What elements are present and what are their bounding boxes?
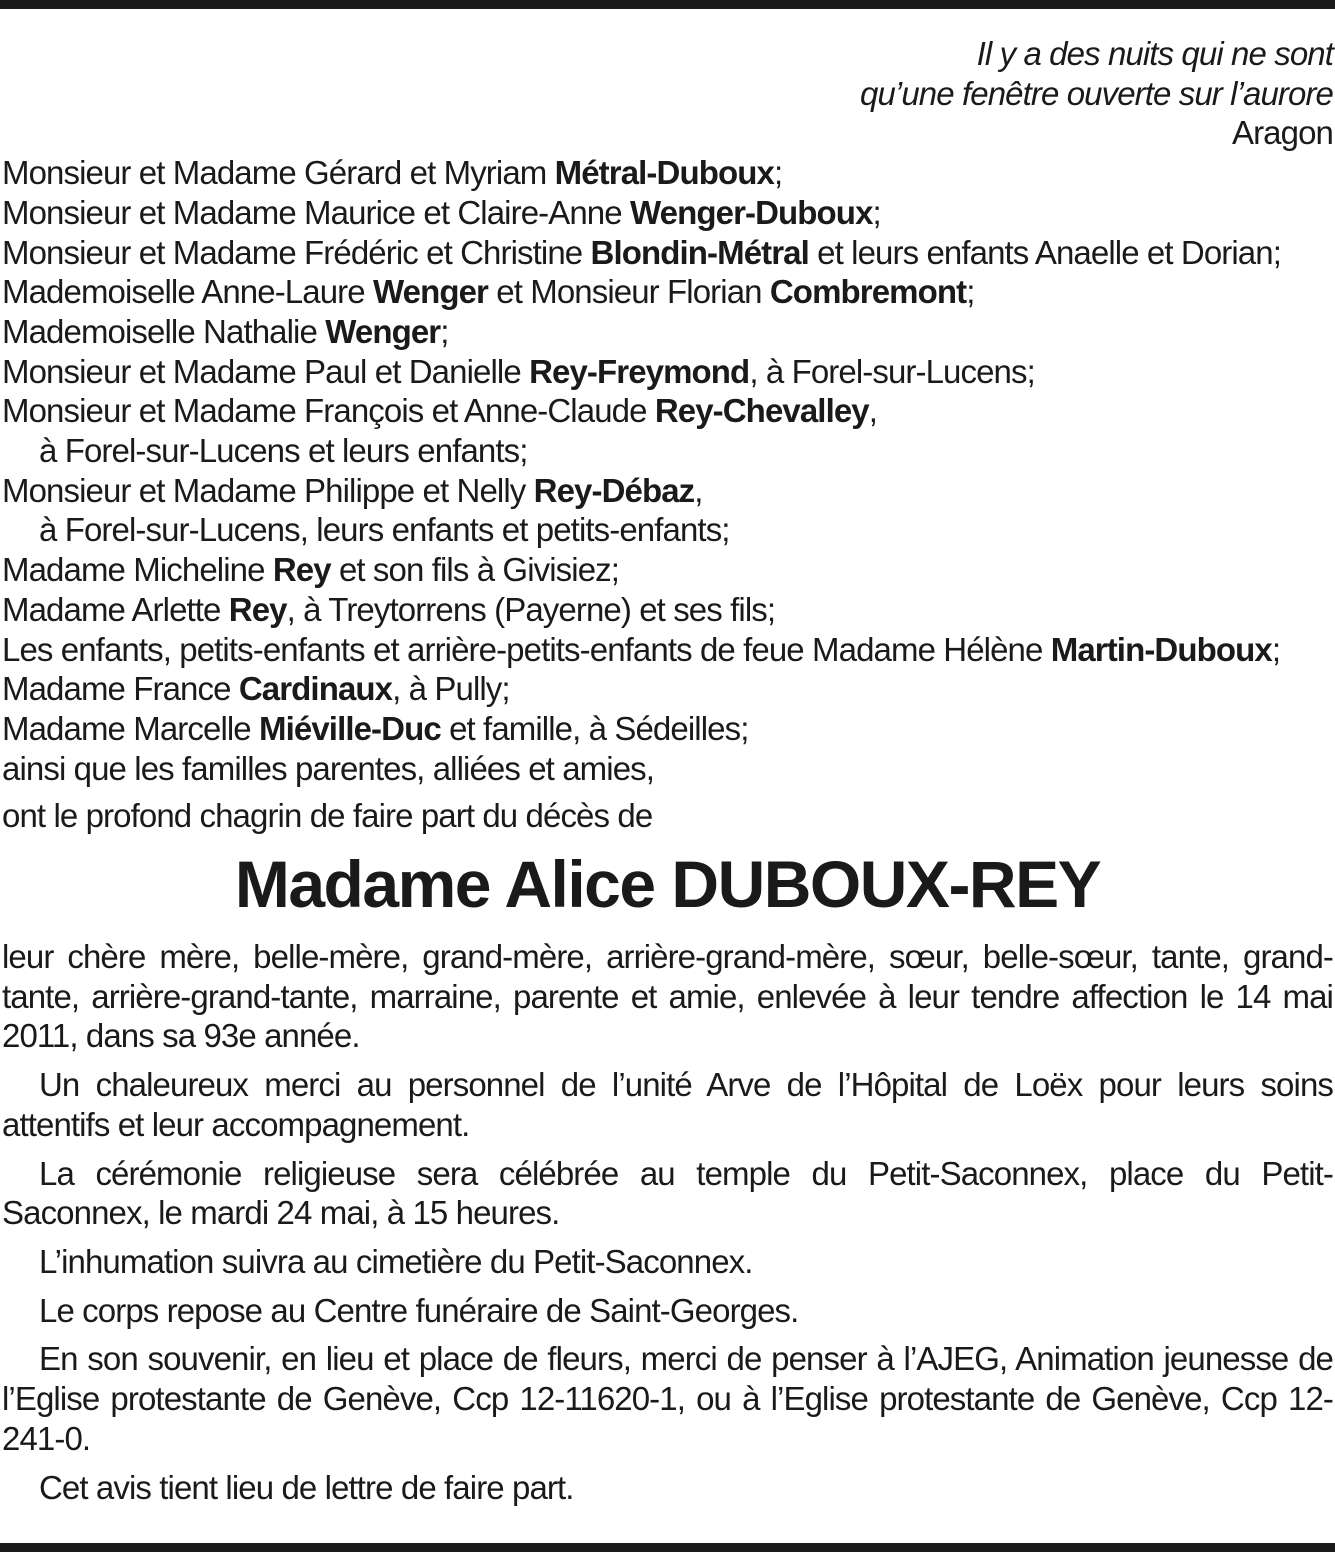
family-line: ainsi que les familles parentes, alliées et amies,	[2, 749, 655, 787]
bottom-rule	[0, 1543, 1335, 1552]
family-name: Miéville-Duc	[259, 709, 441, 747]
family-line: Monsieur et Madame Gérard et Myriam Métral-Duboux;	[2, 154, 783, 192]
rest-location-paragraph: Le corps repose au Centre funéraire de Saint-Georges.	[39, 1291, 799, 1329]
deceased-name: Madame Alice DUBOUX-REY	[234, 847, 1101, 922]
ceremony-paragraph: La cérémonie religieuse sera célébrée au temple du Petit-Saconnex, place du Petit-Saconnex, le mardi 24 mai, à 15 heures.	[2, 1154, 1333, 1232]
family-line: Monsieur et Madame François et Anne-Claude Rey-Chevalley,	[2, 392, 878, 430]
family-line: Monsieur et Madame Philippe et Nelly Rey-Débaz,	[2, 471, 703, 509]
donation-paragraph: En son souvenir, en lieu et place de fleurs, merci de penser à l’AJEG, Animation jeunesse de l’Eglise protestante de Genève, Ccp 12-11620-1, ou à l’Eglise protestante de Genève, Ccp 12-241-0.	[2, 1340, 1333, 1457]
epigraph-line: qu’une fenêtre ouverte sur l’aurore	[860, 74, 1333, 112]
obituary-notice	[2, 34, 1333, 1516]
family-line: Monsieur et Madame Maurice et Claire-Anne Wenger-Duboux;	[2, 193, 881, 231]
family-list	[2, 153, 1333, 788]
family-line: Mademoiselle Nathalie Wenger;	[2, 312, 449, 350]
announcement-intro: ont le profond chagrin de faire part du décès de	[2, 797, 653, 835]
family-line: Les enfants, petits-enfants et arrière-petits-enfants de feue Madame Hélène Martin-Duboux;	[2, 630, 1281, 668]
family-line-continuation: à Forel-sur-Lucens, leurs enfants et petits-enfants;	[39, 511, 730, 549]
epigraph	[2, 34, 1333, 153]
family-line: Madame Micheline Rey et son fils à Givisiez;	[2, 551, 620, 589]
top-rule	[0, 0, 1335, 9]
family-name: Wenger	[325, 312, 441, 350]
family-line: Monsieur et Madame Frédéric et Christine Blondin-Métral et leurs enfants Anaelle et Dorian;	[2, 233, 1281, 271]
family-name: Rey	[228, 590, 287, 628]
family-name: Rey	[272, 551, 331, 589]
family-line: Madame Marcelle Miéville-Duc et famille, à Sédeilles;	[2, 709, 749, 747]
family-line-continuation: à Forel-sur-Lucens et leurs enfants;	[39, 432, 528, 470]
family-line: Madame France Cardinaux, à Pully;	[2, 670, 510, 708]
thanks-paragraph: Un chaleureux merci au personnel de l’unité Arve de l’Hôpital de Loëx pour leurs soins attentifs et leur accompagnement.	[2, 1066, 1333, 1143]
family-name: Wenger-Duboux	[630, 193, 873, 231]
epigraph-author: Aragon	[1231, 114, 1333, 152]
family-name: Martin-Duboux	[1050, 630, 1272, 668]
family-name: Wenger	[372, 273, 488, 311]
family-name: Rey-Chevalley	[654, 392, 869, 430]
family-name: Rey-Freymond	[529, 352, 750, 390]
burial-paragraph: L’inhumation suivra au cimetière du Petit-Saconnex.	[39, 1242, 753, 1280]
family-name: Métral-Duboux	[554, 154, 774, 192]
epigraph-line: Il y a des nuits qui ne sont	[976, 35, 1333, 72]
family-line: Madame Arlette Rey, à Treytorrens (Payerne) et ses fils;	[2, 590, 776, 628]
relationship-paragraph: leur chère mère, belle-mère, grand-mère, arrière-grand-mère, sœur, belle-sœur, tante, grand-tante, arrière-grand-tante, marraine, parente et amie, enlevée à leur tendre affection le 14 mai 2011, dans sa 93e année.	[2, 938, 1333, 1055]
family-line: Mademoiselle Anne-Laure Wenger et Monsieur Florian Combremont;	[2, 273, 975, 311]
family-name: Cardinaux	[238, 670, 393, 708]
family-name: Blondin-Métral	[590, 233, 809, 271]
closing-paragraph: Cet avis tient lieu de lettre de faire part.	[39, 1468, 574, 1506]
family-name: Combremont	[769, 273, 967, 311]
family-name: Rey-Débaz	[533, 471, 695, 509]
family-line: Monsieur et Madame Paul et Danielle Rey-Freymond, à Forel-sur-Lucens;	[2, 352, 1035, 390]
